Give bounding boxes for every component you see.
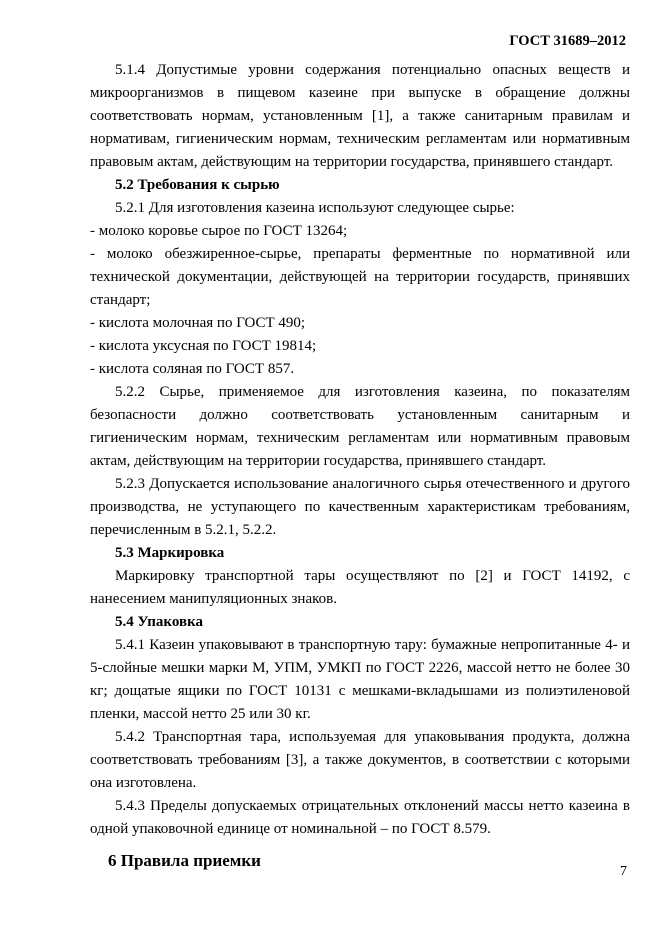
page-number: 7 — [620, 864, 627, 879]
paragraph-5-1-4: 5.1.4 Допустимые уровни содержания потенциально опасных веществ и микроорганизмов в пищевом казеине при выпуске в обращение должны соответствовать нормам, установленным [1], а также санитарным правилам и нормативам, гигиеническим нормам, техническим регламентам или нормативным правовым актам, действующим на территории государства, принявшего стандарт. — [90, 62, 630, 170]
list-item-hydrochloric-acid: - кислота соляная по ГОСТ 857. — [90, 361, 295, 377]
paragraph-5-4-1: 5.4.1 Казеин упаковывают в транспортную тару: бумажные непропитанные 4- и 5-слойные мешки марки М, УПМ, УМКП по ГОСТ 2226, массой нетто не более 30 кг; дощатые ящики по ГОСТ 10131 с мешками-вкладышами из полиэтиленовой пленки, массой нетто 25 или 30 кг. — [90, 637, 630, 722]
paragraph-5-4-3: 5.4.3 Пределы допускаемых отрицательных отклонений массы нетто казеина в одной упаковочной единице от номинальной – по ГОСТ 8.579. — [90, 798, 630, 837]
paragraph-5-3: Маркировку транспортной тары осуществляют по [2] и ГОСТ 14192, с нанесением манипуляционных знаков. — [90, 568, 630, 607]
list-item-acetic-acid: - кислота уксусная по ГОСТ 19814; — [90, 338, 317, 354]
list-item-lactic-acid: - кислота молочная по ГОСТ 490; — [90, 315, 306, 331]
section-heading-5-2: 5.2 Требования к сырью — [115, 177, 280, 193]
paragraph-5-2-3: 5.2.3 Допускается использование аналогичного сырья отечественного и другого производства, не уступающего по качественным характеристикам требованиям, перечисленным в 5.2.1, 5.2.2. — [90, 476, 630, 538]
standard-header: ГОСТ 31689–2012 — [509, 33, 626, 49]
list-item-milk: - молоко коровье сырое по ГОСТ 13264; — [90, 223, 348, 239]
section-heading-6: 6 Правила приемки — [108, 851, 261, 870]
section-heading-5-3: 5.3 Маркировка — [115, 545, 225, 561]
section-heading-5-4: 5.4 Упаковка — [115, 614, 204, 630]
list-item-skim-milk: - молоко обезжиренное-сырье, препараты ферментные по нормативной или технической документации, действующей на территории государств, принявших стандарт; — [90, 246, 630, 308]
paragraph-5-4-2: 5.4.2 Транспортная тара, используемая для упаковывания продукта, должна соответствовать требованиям [3], а также документов, в соответствии с которыми она изготовлена. — [90, 729, 630, 791]
paragraph-5-2-2: 5.2.2 Сырье, применяемое для изготовления казеина, по показателям безопасности должно соответствовать установленным санитарным и гигиеническим нормам, техническим регламентам или нормативным правовым актам, действующим на территории государства, принявшего стандарт. — [90, 384, 630, 469]
paragraph-5-2-1: 5.2.1 Для изготовления казеина используют следующее сырье: — [115, 200, 515, 216]
page-content — [90, 59, 630, 872]
